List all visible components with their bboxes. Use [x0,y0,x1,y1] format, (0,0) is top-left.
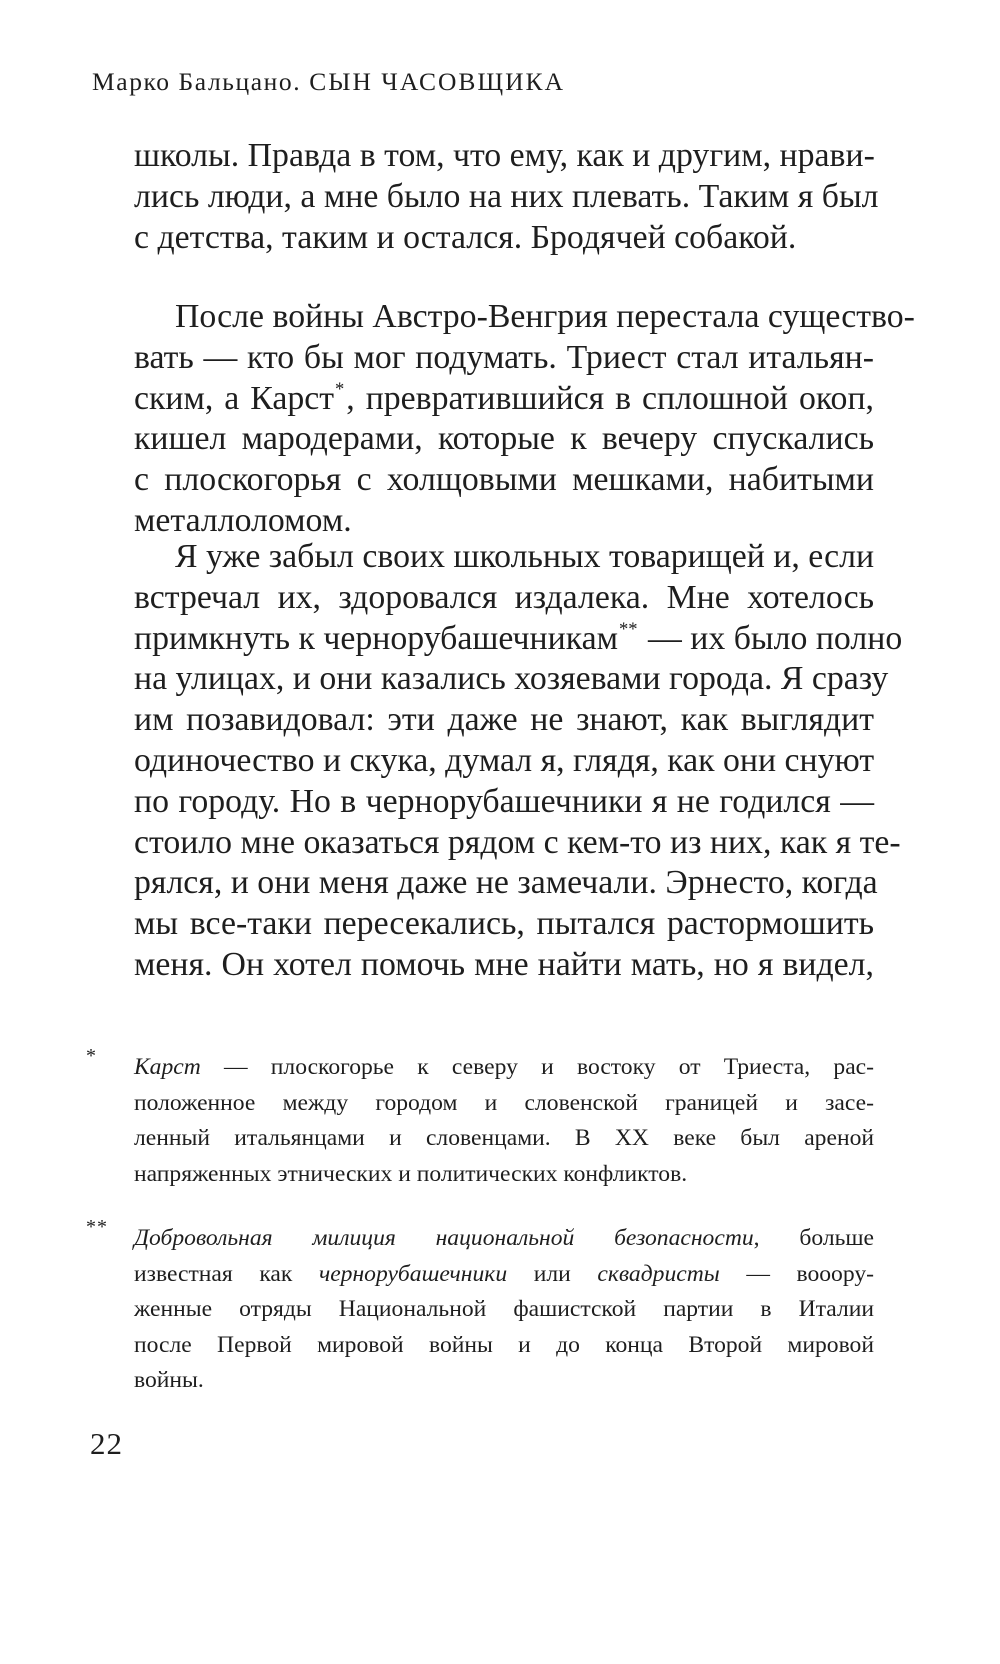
footnote-line: ленный итальянцами и словенцами. В XX веке был ареной [134,1125,874,1152]
text-line: рялся, и они меня даже не замечали. Эрнесто, когда [134,864,878,902]
footnote-term: Карст [134,1054,201,1080]
text-line: с детства, таким и остался. Бродячей собакой. [134,218,797,256]
footnote-marker: * [86,1045,97,1067]
footnote-line: напряженных этнических и политических конфликтов. [134,1160,688,1187]
footnote-line: после Первой мировой войны и до конца Второй мировой [134,1331,874,1358]
text-line: мы все-таки пересекались, пытался растормошить [134,905,874,943]
text-line: лись люди, а мне было на них плевать. Таким я был [134,177,879,215]
text-line: на улицах, и они казались хозяевами города. Я сразу [134,660,889,698]
text-line: встречал их, здоровался издалека. Мне хотелось [134,578,874,616]
text-line: вать — кто бы мог подумать. Триест стал итальян- [134,338,874,376]
running-head [92,62,565,102]
text-fragment: примкнуть к чернорубашечникам [134,619,618,657]
footnote-1 [86,1045,874,1192]
text-line [134,379,874,420]
text-line: Я уже забыл своих школьных товарищей и, если [175,538,875,575]
text-fragment: известная как [134,1260,319,1287]
text-line: по городу. Но в чернорубашечники я не годился — [134,782,874,820]
text-line: школы. Правда в том, что ему, как и другим, нрави- [134,137,875,174]
text-line: им позавидовал: эти даже не знают, как выглядит [134,701,874,739]
footnote-term: Добровольная милиция национальной безопасности [134,1225,754,1251]
text-fragment: — их было полно [639,619,903,657]
text-fragment: — вооору- [719,1260,874,1287]
text-fragment: ским, а Карст [134,379,334,417]
footnote-line: положенное между городом и словенской границей и засе- [134,1089,874,1116]
text-fragment: , превратившийся в сплошной окоп, [346,379,874,417]
footnote-line [134,1050,874,1086]
text-line: одиночество и скука, думал я, глядя, как они снуют [134,741,875,779]
text-fragment: , больше [753,1225,874,1251]
text-fragment: — плоскогорье к северу и востоку от Триеста, рас- [200,1054,874,1080]
footnote-line: войны. [134,1367,204,1394]
footnote-term: чернорубашечники [318,1260,508,1287]
footnote-2 [86,1216,874,1399]
footnote-line: женные отряды Национальной фашистской партии в Италии [134,1296,874,1323]
text-fragment: или [507,1260,598,1287]
text-line: стоило мне оказаться рядом с кем-то из них, как я те- [134,823,901,861]
footnote-line [134,1257,874,1293]
text-line [134,618,903,660]
footnote-term: сквадристы [597,1260,720,1287]
footnote-marker: ** [86,1216,108,1238]
text-line: с плоскогорья с холщовыми мешками, набитыми [134,461,874,499]
text-line: металлоломом. [134,501,352,539]
footnote-ref-1[interactable]: * [335,378,345,400]
text-line: После войны Австро-Венгрия перестала существо- [175,298,915,335]
paragraph-2 [134,297,915,542]
footnote-line [134,1221,874,1257]
footnote-ref-2[interactable]: ** [619,618,638,640]
text-line: меня. Он хотел помочь мне найти мать, но я видел, [134,945,874,983]
page-number: 22 [90,1426,123,1461]
paragraph-3 [134,537,903,986]
paragraph-1 [134,136,879,258]
header-author: Марко Бальцано. [92,67,302,96]
header-book-title: СЫН ЧАСОВЩИКА [309,67,565,96]
text-line: кишел мародерами, которые к вечеру спускались [134,420,874,458]
